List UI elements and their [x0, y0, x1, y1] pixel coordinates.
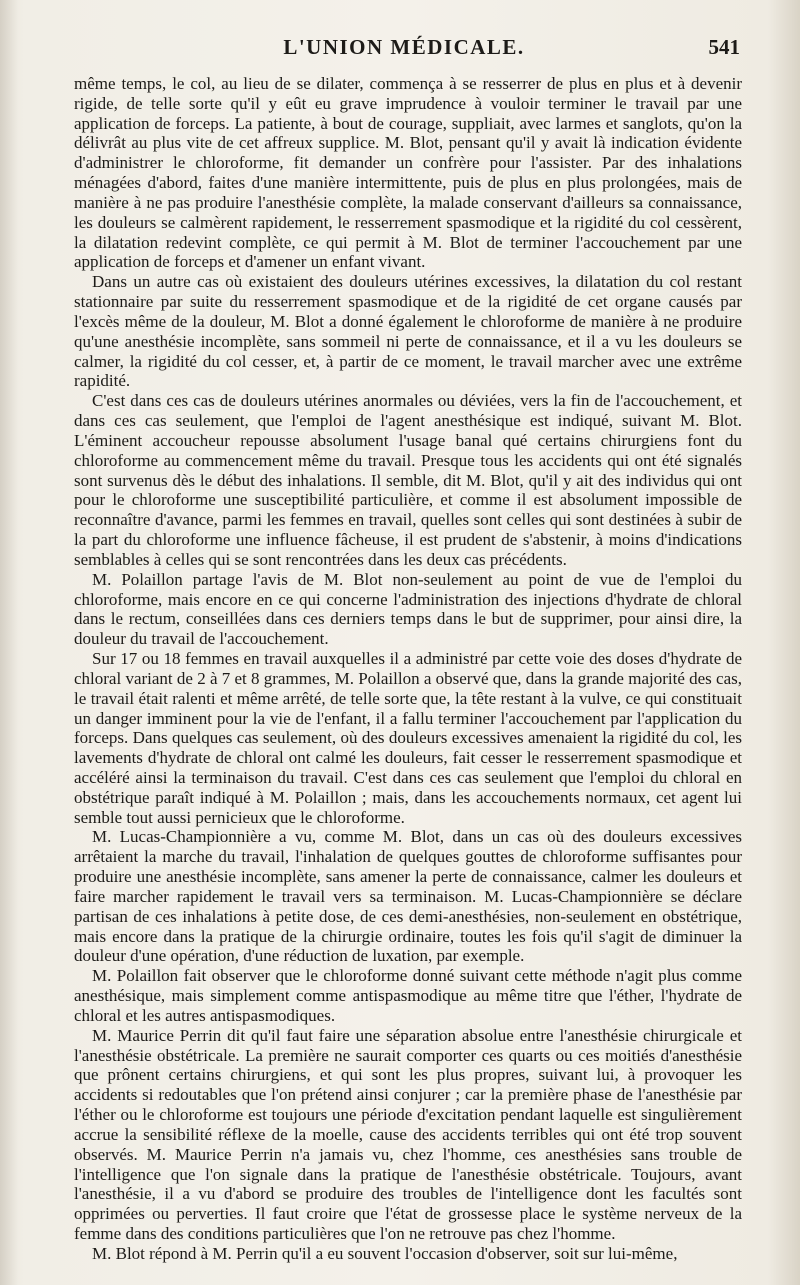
- page-number: 541: [708, 35, 740, 59]
- article-body: [74, 74, 742, 1264]
- paragraph: Dans un autre cas où existaient des douleurs utérines excessives, la dilatation du col restant stationnaire par suite du resserrement spasmodique et de la rigidité de cet organe causés par l'excès même de la douleur, M. Blot a donné également le chloroforme de manière à ne produire qu'une anesthésie incomplète, sans sommeil ni perte de connaissance, et il a vu les douleurs se calmer, la rigidité du col cesser, et, à partir de ce moment, le travail marcher avec une extrême rapidité.: [74, 272, 742, 391]
- running-head: L'UNION MÉDICALE.: [283, 35, 525, 59]
- paragraph: M. Polaillon partage l'avis de M. Blot non-seulement au point de vue de l'emploi du chloroforme, mais encore en ce qui concerne l'administration des injections d'hydrate de chloral dans le rectum, conseillées dans ces derniers temps dans le but de supprimer, pour ainsi dire, la douleur du travail de l'accouchement.: [74, 569, 742, 649]
- paragraph: C'est dans ces cas de douleurs utérines anormales ou déviées, vers la fin de l'accouchement, et dans ces cas seulement, que l'emploi de l'agent anesthésique est indiqué, suivant M. Blot. L'éminent accoucheur repousse absolument l'usage banal qué certains chirurgiens font du chloroforme au commencement même du travail. Presque tous les accidents qui ont été signalés sont survenus dès le début des inhalations. Il semble, dit M. Blot, qu'il y ait des individus qui ont pour le chloroforme une susceptibilité particulière, et comme il est absolument impossible de reconnaître d'avance, parmi les femmes en travail, quelles sont celles qui sont destinées à subir de la part du chloroforme une influence fâcheuse, il est prudent de s'abstenir, à moins d'indications semblables à celles qui se sont rencontrées dans les deux cas précédents.: [74, 391, 742, 569]
- paragraph: M. Polaillon fait observer que le chloroforme donné suivant cette méthode n'agit plus comme anesthésique, mais simplement comme antispasmodique au même titre que l'éther, l'hydrate de chloral et les autres antispasmodiques.: [74, 966, 742, 1025]
- paragraph: M. Lucas-Championnière a vu, comme M. Blot, dans un cas où des douleurs excessives arrêtaient la marche du travail, l'inhalation de quelques gouttes de chloroforme suffisantes pour produire une anesthésie incomplète, sans amener la perte de connaissance, calmer les douleurs et faire marcher rapidement le travail vers sa terminaison. M. Lucas-Championnière se déclare partisan de ces inhalations à petite dose, de ces demi-anesthésies, non-seulement en obstétrique, mais encore dans la pratique de la chirurgie ordinaire, toutes les fois qu'il s'agit de diminuer la douleur d'une opération, d'une réduction de luxation, par exemple.: [74, 827, 742, 966]
- paragraph: M. Maurice Perrin dit qu'il faut faire une séparation absolue entre l'anesthésie chirurgicale et l'anesthésie obstétricale. La première ne saurait comporter ces quarts ou ces moitiés d'anesthésie que prônent certains chirurgiens, et qui sont les plus propres, suivant lui, à provoquer les accidents si redoutables que l'on prétend ainsi conjurer ; car la première phase de l'anesthésie par l'éther ou le chloroforme est toujours une période d'excitation pendant laquelle est singulièrement accrue la sensibilité réflexe de la moelle, cause des accidents terribles qui ont été trop souvent observés. M. Maurice Perrin n'a jamais vu, chez l'homme, ces anesthésies sans trouble de l'intelligence que l'on signale dans la pratique de l'anesthésie obstétricale. Toujours, avant l'anesthésie, il a vu d'abord se produire des troubles de l'intelligence dont les facultés sont opprimées ou perverties. Il faut croire que l'état de grossesse place le système nerveux de la femme dans des conditions particulières que l'on ne retrouve pas chez l'homme.: [74, 1025, 742, 1244]
- page-header: [68, 35, 740, 63]
- paragraph: Sur 17 ou 18 femmes en travail auxquelles il a administré par cette voie des doses d'hydrate de chloral variant de 2 à 7 et 8 grammes, M. Polaillon a observé que, dans la grande majorité des cas, le travail était ralenti et même arrêté, de telle sorte que, la tête restant à la vulve, ce qui constituait un danger imminent pour la vie de l'enfant, il a fallu terminer l'accouchement par l'application du forceps. Dans quelques cas seulement, où des douleurs excessives amenaient la rigidité du col, les lavements d'hydrate de chloral ont calmé les douleurs, fait cesser le resserrement spasmodique et accéléré ainsi la terminaison du travail. C'est dans ces cas seulement que l'emploi du chloral en obstétrique paraît indiqué à M. Polaillon ; mais, dans les accouchements normaux, cet agent lui semble tout aussi pernicieux que le chloroforme.: [74, 649, 742, 827]
- paragraph: M. Blot répond à M. Perrin qu'il a eu souvent l'occasion d'observer, soit sur lui-même,: [92, 1243, 678, 1263]
- page-gutter-shadow: [0, 0, 18, 1285]
- paragraph: même temps, le col, au lieu de se dilater, commença à se resserrer de plus en plus et à devenir rigide, de telle sorte qu'il y eût eu grave imprudence à vouloir terminer le travail par une application de forceps. La patiente, à bout de courage, suppliait, avec larmes et sanglots, qu'on la délivrât au plus vite de cet affreux supplice. M. Blot, pensant qu'il y avait là indication évidente d'administrer le chloroforme, fit demander un confrère pour l'assister. Par des inhalations ménagées d'abord, faites d'une manière intermittente, puis de plus en plus prolongées, mais de manière à ne pas produire l'anesthésie complète, la malade conservant d'ailleurs sa connaissance, les douleurs se calmèrent rapidement, le resserrement spasmodique et la rigidité du col cessèrent, la dilatation redevint complète, ce qui permit à M. Blot de terminer l'accouchement par une application de forceps et d'amener un enfant vivant.: [74, 74, 742, 272]
